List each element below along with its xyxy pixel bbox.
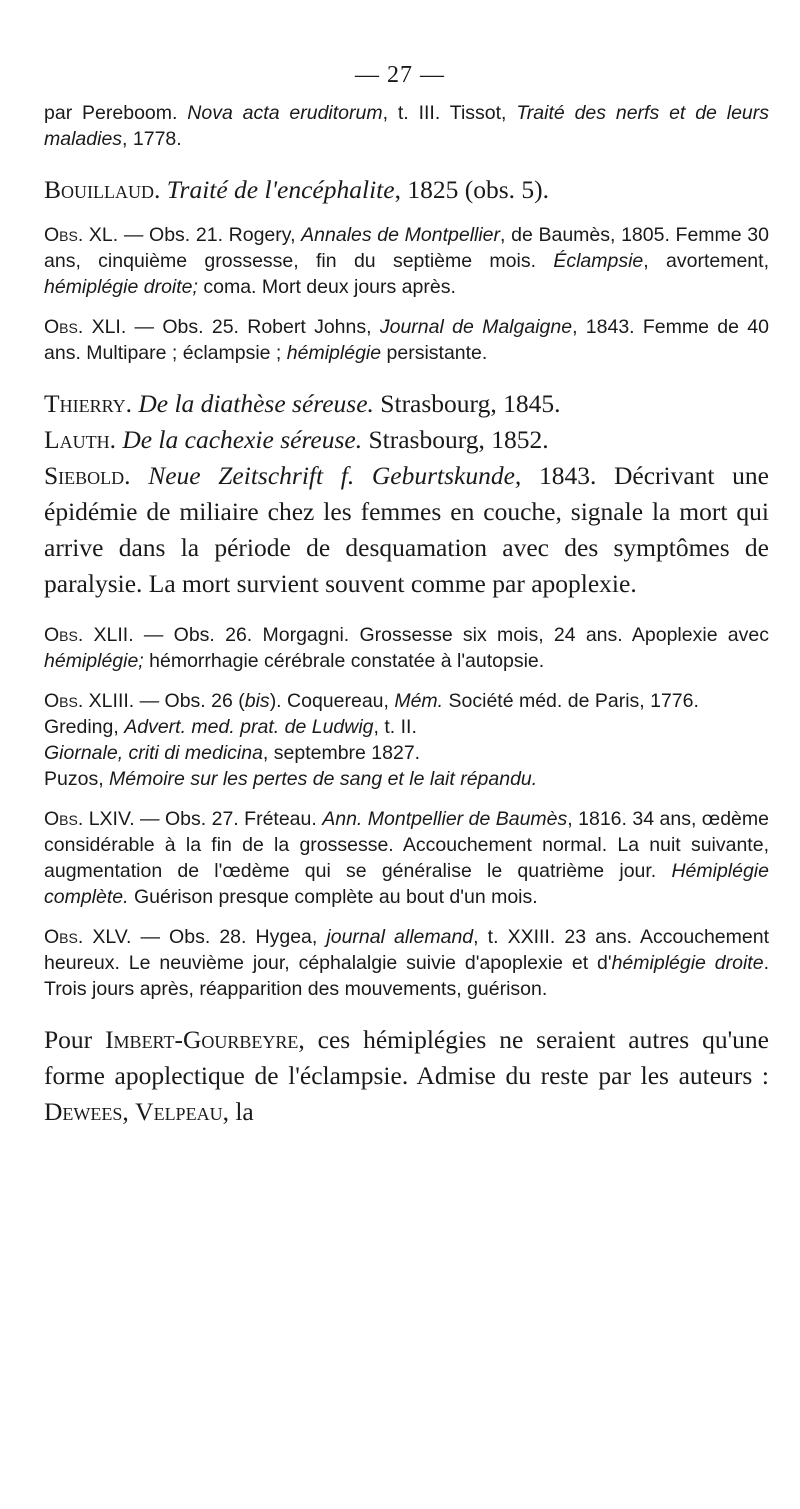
reference-thierry: Thierry. De la diathèse séreuse. Strasbourg, 1845. [44, 389, 561, 418]
page-number: — 27 — [355, 62, 445, 88]
reference-siebold: Siebold. Neue Zeitschrift f. Geburtskunde, 1843. Décrivant une épidémie de miliaire chez les femmes en couche, signale la mort qui arrive dans la période de desquamation avec des symptômes de paralysie. La mort survient souvent comme par apoplexie. [44, 461, 769, 598]
reference-lauth: Lauth. De la cachexie séreuse. Strasbourg, 1852. [44, 425, 549, 454]
reference-greding: Greding, Advert. med. prat. de Ludwig, t. II. [44, 716, 417, 738]
observation-xliii: Obs. XLIII. — Obs. 26 (bis). Coquereau, Mém. Société méd. de Paris, 1776. [44, 690, 699, 712]
reference-puzos: Puzos, Mémoire sur les pertes de sang et le lait répandu. [44, 768, 538, 790]
observation-xli: Obs. XLI. — Obs. 25. Robert Johns, Journal de Malgaigne, 1843. Femme de 40 ans. Multipare ; éclampsie ; hémiplégie persistante. [44, 316, 769, 364]
page-body [44, 100, 769, 1130]
reference-giornale: Giornale, criti di medicina, septembre 1827. [44, 742, 421, 764]
observation-xlii: Obs. XLII. — Obs. 26. Morgagni. Grossesse six mois, 24 ans. Apoplexie avec hémiplégie; hémorrhagie cérébrale constatée à l'autopsie. [44, 624, 769, 672]
observation-xl: Obs. XL. — Obs. 21. Rogery, Annales de Montpellier, de Baumès, 1805. Femme 30 ans, cinquième grossesse, fin du septième mois. Éclampsie, avortement, hémiplégie droite; coma. Mort deux jours après. [44, 224, 770, 298]
reference-pereboom: par Pereboom. Nova acta eruditorum, t. III. Tissot, Traité des nerfs et de leurs maladies, 1778. [44, 102, 770, 150]
observation-lxiv: Obs. LXIV. — Obs. 27. Fréteau. Ann. Montpellier de Baumès, 1816. 34 ans, œdème considérable à la fin de la grossesse. Accouchement normal. La nuit suivante, augmentation de l'œdème qui se généralise le quatrième jour. Hémiplégie complète. Guérison presque complète au bout d'un mois. [44, 808, 769, 908]
observation-xlv: Obs. XLV. — Obs. 28. Hygea, journal allemand, t. XXIII. 23 ans. Accouchement heureux. Le neuvième jour, céphalalgie suivie d'apoplexie et d'hémiplégie droite. Trois jours après, réapparition des mouvements, guérison. [44, 926, 769, 1000]
reference-bouillaud: Bouillaud. Traité de l'encéphalite, 1825 (obs. 5). [44, 175, 549, 204]
paragraph-imbert-gourbeyre: Pour Imbert-Gourbeyre, ces hémiplégies ne seraient autres qu'une forme apoplectique de l'éclampsie. Admise du reste par les auteurs : Dewees, Velpeau, la [44, 1025, 769, 1126]
